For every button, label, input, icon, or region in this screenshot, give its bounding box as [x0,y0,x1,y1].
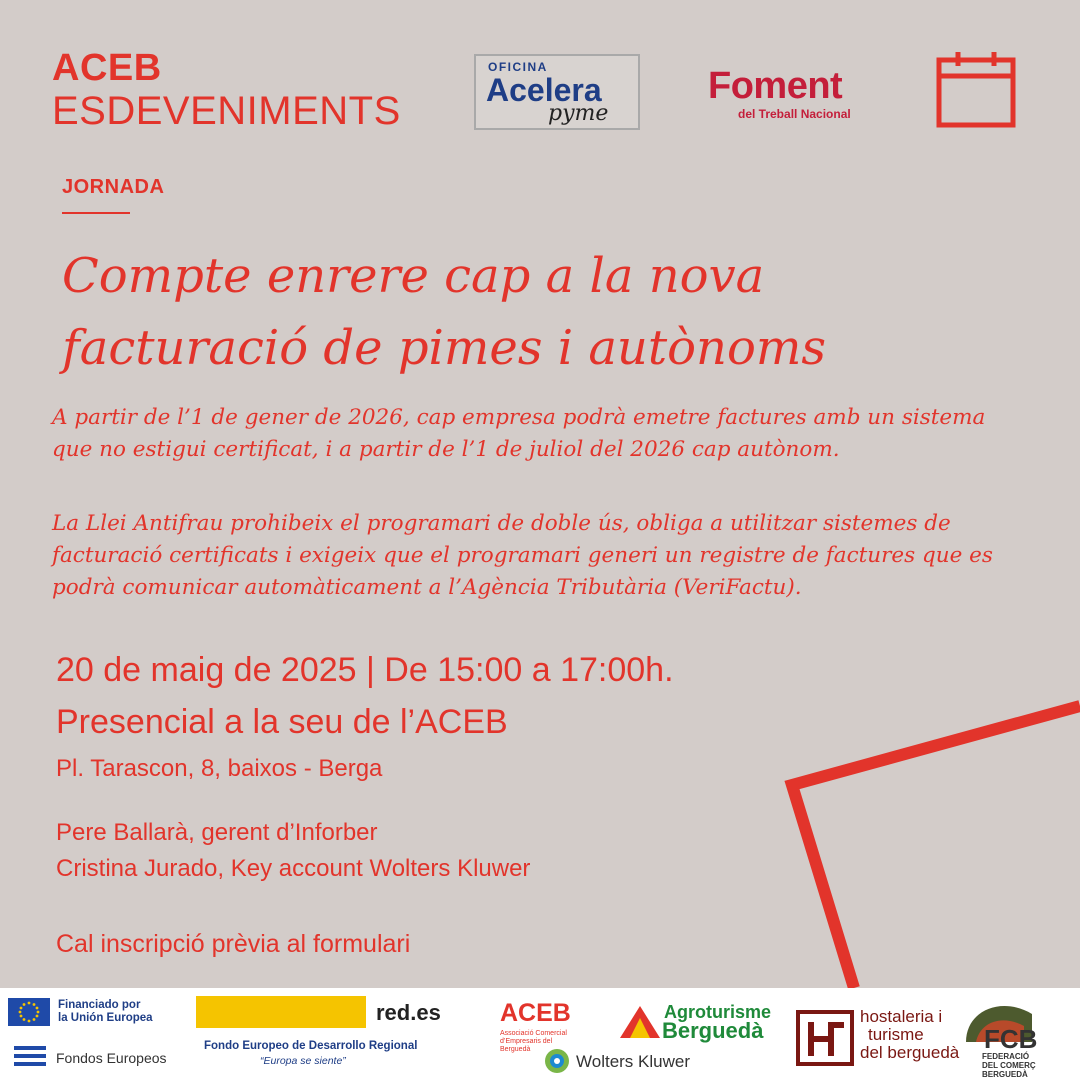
speaker-2: Cristina Jurado, Key account Wolters Kluwer [56,855,531,882]
kicker-underline [62,212,130,214]
speaker-1: Pere Ballarà, gerent d’Inforber [56,819,378,846]
event-location: Presencial a la seu de l’ACEB [56,703,508,741]
eu-funding-line2: la Unión Europea [58,1012,153,1024]
foment-logo: Foment [708,65,843,107]
registration-note: Cal inscripció prèvia al formulari [56,930,411,958]
event-title-line2: facturació de pimes i autònoms [62,320,826,376]
acelera-pyme-text: pyme [548,101,609,126]
event-title-line1: Compte enrere cap a la nova [62,248,765,304]
hostaleria-text-line2: turisme [868,1025,924,1044]
fondos-europeos-icon [10,1042,50,1072]
feder-text: Fondo Europeo de Desarrollo Regional [204,1040,418,1052]
wolters-kluwer-logo: Wolters Kluwer [576,1052,690,1071]
agroturisme-icon [618,1004,662,1040]
feder-slogan: “Europa se siente” [260,1055,346,1067]
gobierno-espana-logo [196,996,366,1028]
calendar-icon [936,52,1016,128]
aceb-footer-subtitle: Associació Comercial d’Empresaris del Berguedà [500,1030,567,1053]
wolters-kluwer-icon [544,1048,570,1074]
brand-logo-aceb: ACEB [52,47,162,89]
acelera-oficina-text: OFICINA [488,60,548,74]
eu-funding-line1: Financiado por [58,999,141,1011]
foment-subtitle: del Treball Nacional [738,107,851,121]
event-title [62,240,1022,384]
agroturisme-logo-line1: Agroturisme [664,1002,772,1022]
aceb-footer-logo: ACEB [500,999,571,1027]
red-es-logo: red.es [376,1000,441,1025]
fcb-text-line1: FEDERACIÓ [982,1052,1030,1061]
fcb-text-line2: DEL COMERÇ [982,1061,1036,1070]
hostaleria-text-line3: del berguedà [860,1043,960,1062]
description-paragraph-1: A partir de l’1 de gener de 2026, cap empresa podrà emetre factures amb un sistema que no estigui certificat, i a partir de l’1 de juliol del 2026 cap autònom. [52,405,986,462]
fondos-europeos-text: Fondos Europeos [56,1050,167,1066]
acelera-pyme-logo [474,54,640,130]
fcb-logo-icon [962,996,1042,1052]
description-paragraph-2: La Llei Antifrau prohibeix el programari de doble ús, obliga a utilitzar sistemes de facturació certificats i exigeix que el programari generi un registre de factures que es podrà comunicar automàticament a l’Agència Tributària (VeriFactu). [52,511,993,600]
hostaleria-icon [796,1010,854,1066]
fcb-text-line3: BERGUEDÀ [982,1070,1028,1079]
event-address: Pl. Tarascon, 8, baixos - Berga [56,755,383,782]
agroturisme-logo-line2: Berguedà [662,1018,764,1043]
brand-logo-esdeveniments: ESDEVENIMENTS [52,89,401,133]
hostaleria-text-line1: hostaleria i [860,1007,943,1026]
event-date-time: 20 de maig de 2025 | De 15:00 a 17:00h. [56,651,674,689]
eu-flag-icon [8,998,50,1026]
event-type-label: JORNADA [62,176,165,198]
svg-text:FCB: FCB [984,1024,1038,1052]
acelera-main-text: Acelera [486,72,602,108]
